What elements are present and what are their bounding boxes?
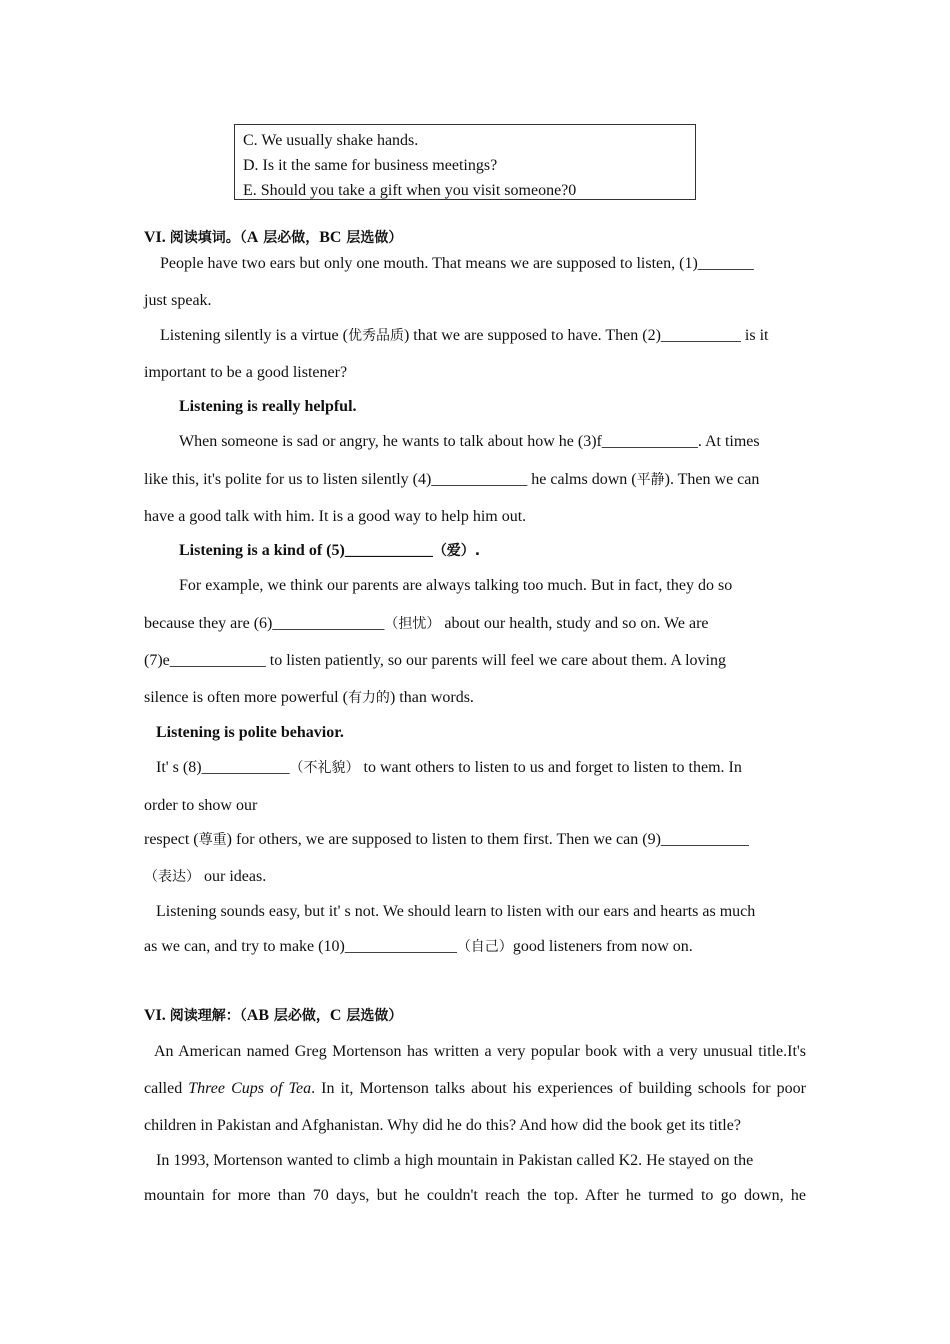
passage-line: Listening silently is a virtue (优秀品质) that we are supposed to have. Then (2)__________ is it xyxy=(160,327,769,344)
passage-line: called Three Cups of Tea. In it, Mortenson talks about his experiences of building schools for poor xyxy=(144,1080,807,1097)
option-d: D. Is it the same for business meetings? xyxy=(243,157,498,174)
section-heading-reading: VI. 阅读理解：（AB 层必做，C 层选做） xyxy=(144,1007,403,1024)
passage-line: silence is often more powerful (有力的) than words. xyxy=(144,689,474,706)
subheading-helpful: Listening is really helpful. xyxy=(179,398,357,415)
passage-line: In 1993, Mortenson wanted to climb a high mountain in Pakistan called K2. He stayed on the xyxy=(156,1152,754,1169)
passage-line: as we can, and try to make (10)______________（自己）good listeners from now on. xyxy=(144,938,693,955)
section-heading-fill-in: VI. 阅读填词。（A 层必做，BC 层选做） xyxy=(144,229,403,246)
subheading-love: Listening is a kind of (5)___________（爱）. xyxy=(179,542,481,559)
passage-line: mountain for more than 70 days, but he couldn't reach the top. After he turmed to go down, he xyxy=(144,1187,806,1204)
passage-line: like this, it's polite for us to listen silently (4)____________ he calms down (平静). Then we can xyxy=(144,471,760,488)
passage-line: It' s (8)___________（不礼貌） to want others to listen to us and forget to listen to them. In xyxy=(156,759,742,776)
option-e: E. Should you take a gift when you visit someone?0 xyxy=(243,182,577,199)
passage-line: have a good talk with him. It is a good way to help him out. xyxy=(144,508,527,525)
passage-line: （表达） our ideas. xyxy=(144,868,267,885)
passage-line: because they are (6)______________（担忧） about our health, study and so on. We are xyxy=(144,615,709,632)
option-c: C. We usually shake hands. xyxy=(243,132,419,149)
passage-line: For example, we think our parents are always talking too much. But in fact, they do so xyxy=(179,577,733,594)
passage-line: (7)e____________ to listen patiently, so our parents will feel we care about them. A loving xyxy=(144,652,726,669)
passage-line: People have two ears but only one mouth. That means we are supposed to listen, (1)_______ xyxy=(160,255,754,272)
passage-line: important to be a good listener? xyxy=(144,364,348,381)
passage-line: respect (尊重) for others, we are supposed to listen to them first. Then we can (9)___________ xyxy=(144,831,749,848)
subheading-polite: Listening is polite behavior. xyxy=(156,724,344,741)
book-title: Three Cups of Tea xyxy=(188,1080,312,1097)
passage-line: Listening sounds easy, but it' s not. We should learn to listen with our ears and hearts as much xyxy=(156,903,756,920)
options-box xyxy=(234,124,696,200)
passage-line: An American named Greg Mortenson has written a very popular book with a very unusual title.It's xyxy=(154,1043,806,1060)
passage-line: children in Pakistan and Afghanistan. Why did he do this? And how did the book get its title? xyxy=(144,1117,741,1134)
passage-line: just speak. xyxy=(144,292,212,309)
passage-line: When someone is sad or angry, he wants to talk about how he (3)f____________. At times xyxy=(179,433,760,450)
passage-line: order to show our xyxy=(144,797,258,814)
